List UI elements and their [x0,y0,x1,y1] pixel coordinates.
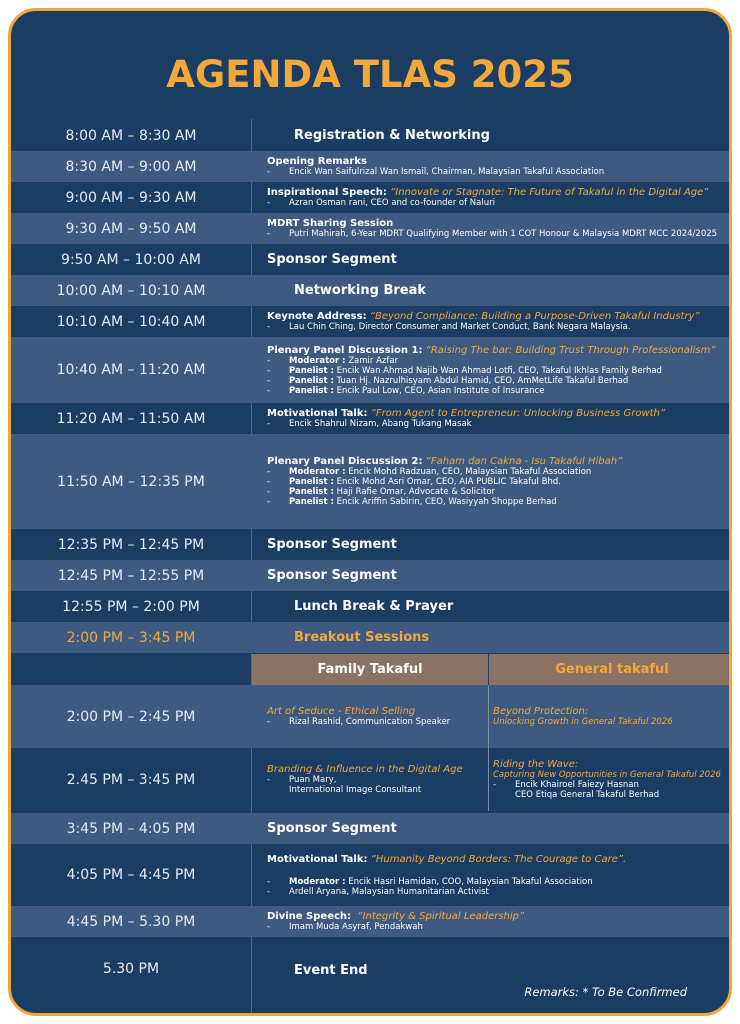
bullet-dash: - [267,385,271,396]
session-title: MDRT Sharing Session [267,218,394,229]
moderator-label: Moderator : [289,876,346,887]
time-slot: 10:40 AM – 11:20 AM [56,362,206,378]
time-slot: 4:05 PM – 4:45 PM [66,867,196,883]
session-title: Lunch Break & Prayer [294,599,454,614]
speaker: Rizal Rashid, Communication Speaker [289,717,451,727]
agenda-row [11,813,732,844]
agenda-row [11,529,732,560]
agenda-row [11,120,732,151]
session-title: Sponsor Segment [267,252,397,267]
session-title: Plenary Panel Discussion 2: [267,456,423,467]
session-quote: “Raising The bar: Building Trust Through Professionalism” [425,344,716,356]
time-slot: 4:45 PM – 5.30 PM [66,913,196,930]
speaker: Imam Muda Asyraf, Pendakwah [289,922,423,932]
session-title: Motivational Talk: [267,408,368,419]
bullet-dash: - [267,886,271,897]
bullet-dash: - [267,365,271,376]
session-quote: “Humanity Beyond Borders: The Courage to Care”. [370,853,627,865]
session-title: Keynote Address: [267,311,367,322]
session-title: Divine Speech: [267,911,352,922]
time-slot: 9:50 AM – 10:00 AM [61,251,201,268]
moderator: Encik Hasri Hamidan, COO, Malaysian Takaful Association [348,876,593,887]
agenda-row [11,306,732,337]
time-slot: 2:00 PM – 3:45 PM [66,629,196,646]
time-slot: 2.45 PM – 3:45 PM [66,771,196,788]
speaker-role: CEO Etiqa General Takaful Berhad [515,790,660,800]
track-general-takaful: General takaful [489,654,732,685]
panelist-label: Panelist : [289,487,334,497]
remarks-note: Remarks: * To Be Confirmed [524,985,687,999]
time-slot: 11:20 AM – 11:50 AM [56,410,206,427]
agenda-row [11,591,732,622]
moderator-label: Moderator : [289,355,346,366]
agenda-row [11,403,732,434]
bullet-dash: - [267,322,271,332]
session-quote: “Integrity & Spiritual Leadership” [357,911,525,922]
session-quote: “From Agent to Entrepreneur: Unlocking Business Growth” [370,408,666,419]
bullet-dash: - [267,198,271,208]
panelist: Encik Paul Low, CEO, Asian Institute of Insurance [336,385,545,396]
panelist: Tuan Hj. Nazrulhisyam Abdul Hamid, CEO, AmMetLife Takaful Berhad [336,375,629,386]
agenda-row [11,906,732,937]
general-session-title: Beyond Protection: [493,706,589,717]
time-slot: 12:35 PM – 12:45 PM [57,536,205,553]
moderator: Encik Mohd Radzuan, CEO, Malaysian Takaful Association [348,467,592,477]
session-quote: “Innovate or Stagnate: The Future of Takaful in the Digital Age” [390,187,709,198]
panelist-label: Panelist : [289,375,334,386]
track-family-takaful: Family Takaful [252,654,488,685]
moderator-label: Moderator : [289,467,346,477]
moderator: Zamir Azfar [348,355,399,366]
family-session-title: Art of Seduce - Ethical Selling [267,706,416,717]
bullet-dash: - [267,375,271,386]
session-title: Inspirational Speech: [267,187,387,198]
session-quote: “Beyond Compliance: Building a Purpose-Driven Takaful Industry” [369,311,700,322]
session-title: Sponsor Segment [267,568,397,583]
time-slot: 8:30 AM – 9:00 AM [65,158,197,175]
panelist-label: Panelist : [289,477,334,487]
track-separator [488,685,489,748]
time-slot: 5.30 PM [102,961,160,977]
time-slot: 2:00 PM – 2:45 PM [66,708,196,725]
time-slot: 10:10 AM – 10:40 AM [56,313,206,330]
agenda-card [8,8,732,1016]
panelist: Encik Mohd Asri Omar, CEO, AIA PUBLIC Takaful Bhd. [336,477,561,487]
bullet-dash: - [267,876,271,887]
breakout-row [11,685,732,748]
agenda-row [11,622,732,653]
bullet-dash: - [267,229,271,239]
agenda-row [11,560,732,591]
session-title: Breakout Sessions [294,630,430,645]
panelist: Encik Wan Ahmad Najib Wan Ahmad Lotfi, CEO, Takaful Ikhlas Family Berhad [336,365,662,376]
panelist-label: Panelist : [289,497,334,507]
speaker: Lau Chin Ching, Director Consumer and Market Conduct, Bank Negara Malaysia. [289,322,631,332]
speaker-role: International Image Consultant [289,785,422,795]
time-slot: 11:50 AM – 12:35 PM [57,473,205,490]
panelist: Haji Rafie Omar, Advocate & Solicitor [336,487,496,497]
time-slot: 9:30 AM – 9:50 AM [65,220,197,237]
agenda-row [11,244,732,275]
panelist-label: Panelist : [289,385,334,396]
bullet-dash: - [267,922,271,932]
session-title: Plenary Panel Discussion 1: [267,344,423,356]
panelist-label: Panelist : [289,365,334,376]
time-slot: 12:45 PM – 12:55 PM [57,567,205,584]
session-quote: “Faham dan Cakna - Isu Takaful Hibah” [425,456,623,467]
bullet-dash: - [267,477,271,487]
bullet-dash: - [267,497,271,507]
bullet-dash: - [267,167,271,177]
agenda-row [11,844,732,906]
time-slot: 8:00 AM – 8:30 AM [65,127,197,144]
bullet-dash: - [267,355,271,366]
bullet-dash: - [267,775,271,785]
agenda-row [11,151,732,182]
time-slot: 12:55 PM – 2:00 PM [62,598,200,615]
speaker: Encik Wan Saifulrizal Wan Ismail, Chairman, Malaysian Takaful Association [289,167,605,177]
speaker: Azran Osman rani, CEO and co-founder of Naluri [289,198,495,208]
track-separator [488,748,489,811]
agenda-row [11,182,732,213]
time-slot: 10:00 AM – 10:10 AM [56,282,206,299]
speaker: Putri Mahirah, 6-Year MDRT Qualifying Member with 1 COT Honour & Malaysia MDRT MCC 2024/2025 [289,229,718,239]
panelist: Encik Ariffin Sabirin, CEO, Wasiyyah Shoppe Berhad [336,497,557,507]
session-title: Registration & Networking [294,128,490,143]
general-session-title: Riding the Wave: [493,759,579,770]
bullet-dash: - [267,467,271,477]
session-title: Networking Break [294,283,427,298]
breakout-row [11,748,732,811]
agenda-row [11,434,732,529]
session-title: Event End [294,963,368,978]
family-session-title: Branding & Influence in the Digital Age [267,764,463,775]
agenda-row [11,213,732,244]
speaker: Puan Mary, [289,775,337,785]
bullet-dash: - [267,487,271,497]
speaker: Encik Khairoel Faiezy Hasnan [515,780,639,790]
session-title: Sponsor Segment [267,821,397,836]
time-slot: 9:00 AM – 9:30 AM [65,189,197,206]
breakout-header-row [11,654,732,685]
bullet-dash: - [267,717,271,727]
session-title: Sponsor Segment [267,537,397,552]
bullet-dash: - [493,780,497,790]
time-slot: 3:45 PM – 4:05 PM [66,820,196,837]
session-title: Motivational Talk: [267,853,368,865]
agenda-row [11,275,732,306]
speaker: Ardell Aryana, Malaysian Humanitarian Activist [289,886,489,897]
general-session-subtitle: Unlocking Growth in General Takaful 2026 [493,717,673,727]
general-session-subtitle: Capturing New Opportunities in General Takaful 2026 [493,770,721,780]
bullet-dash: - [267,419,271,429]
speaker: Encik Shahrul Nizam, Abang Tukang Masak [289,419,472,429]
agenda-row [11,337,732,403]
session-title: Opening Remarks [267,156,367,167]
page-title: AGENDA TLAS 2025 [166,53,574,96]
